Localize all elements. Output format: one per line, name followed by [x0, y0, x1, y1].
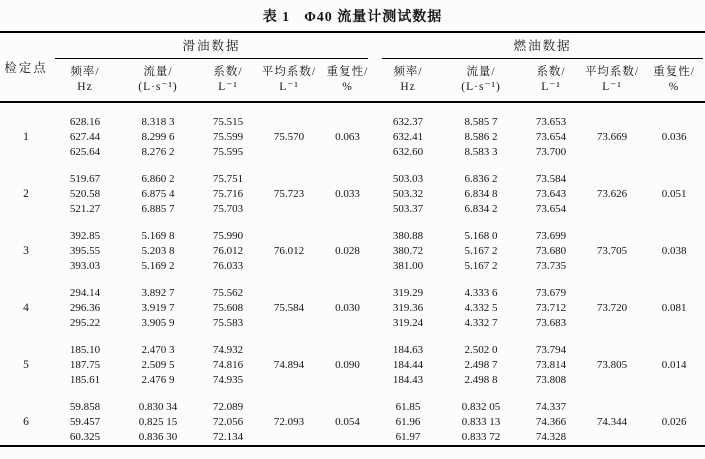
fuel-flow-value: 8.586 2 — [464, 131, 498, 143]
oil-repeatability-value: 0.033 — [335, 188, 360, 200]
oil-flow-value: 5.169 2 — [141, 260, 175, 272]
fuel-freq-value: 184.44 — [392, 359, 424, 371]
oil-freq-value: 60.325 — [69, 431, 101, 443]
fuel-freq-value: 319.29 — [392, 287, 424, 299]
oil-coef-value: 72.089 — [212, 401, 244, 413]
fuel-avg-coef-value: 73.669 — [596, 131, 628, 143]
oil-freq-value: 628.16 — [69, 116, 101, 128]
oil-coef-value: 75.583 — [212, 317, 244, 329]
fuel-coef-value: 73.643 — [535, 188, 567, 200]
fuel-freq-value: 381.00 — [392, 260, 424, 272]
fuel-freq-value: 503.32 — [392, 188, 424, 200]
col-header-fuel-repeatability: 重复性/ % — [653, 66, 695, 93]
oil-flow-value: 5.169 8 — [141, 230, 175, 242]
fuel-flow-value: 5.167 2 — [464, 260, 498, 272]
fuel-freq-value: 503.37 — [392, 203, 424, 215]
fuel-freq-value: 61.96 — [395, 416, 421, 428]
oil-flow-value: 8.299 6 — [141, 131, 175, 143]
oil-flow-value: 0.830 34 — [138, 401, 178, 413]
col-header-oil-coefficient: 系数/ L⁻¹ — [213, 66, 243, 93]
fuel-avg-coef-value: 74.344 — [596, 416, 628, 428]
fuel-coef-value: 73.584 — [535, 173, 567, 185]
oil-coef-value: 75.595 — [212, 146, 244, 158]
fuel-repeatability-value: 0.038 — [661, 245, 687, 257]
oil-freq-value: 625.64 — [69, 146, 101, 158]
fuel-freq-value: 184.43 — [392, 374, 424, 386]
fuel-flow-value: 2.498 7 — [464, 359, 498, 371]
oil-freq-value: 521.27 — [69, 203, 101, 215]
oil-freq-value: 395.55 — [69, 245, 101, 257]
oil-coef-value: 76.012 — [212, 245, 244, 257]
fuel-freq-value: 319.24 — [392, 317, 424, 329]
fuel-coef-value: 73.700 — [535, 146, 567, 158]
fuel-coef-value: 73.654 — [535, 203, 567, 215]
fuel-coef-value: 73.654 — [535, 131, 567, 143]
fuel-flow-value: 2.502 0 — [464, 344, 498, 356]
fuel-flow-value: 0.833 72 — [461, 431, 501, 443]
group-label: 滑油数据 — [182, 38, 241, 53]
data-row — [0, 160, 705, 187]
oil-freq-value: 295.22 — [69, 317, 101, 329]
oil-avg-coef-value: 72.093 — [273, 416, 305, 428]
oil-coef-value: 75.716 — [212, 188, 244, 200]
fuel-freq-value: 632.37 — [392, 116, 424, 128]
oil-flow-value: 2.476 9 — [141, 374, 175, 386]
oil-coef-value: 74.935 — [212, 374, 244, 386]
fuel-coef-value: 73.735 — [535, 260, 567, 272]
fuel-flow-value: 4.333 6 — [464, 287, 498, 299]
oil-avg-coef-value: 76.012 — [273, 245, 305, 257]
oil-coef-value: 74.816 — [212, 359, 244, 371]
oil-flow-value: 3.905 9 — [141, 317, 175, 329]
col-header-fuel-frequency: 频率/ Hz — [393, 66, 423, 93]
fuel-coef-value: 74.328 — [535, 431, 567, 443]
fuel-flow-value: 5.168 0 — [464, 230, 498, 242]
oil-repeatability-value: 0.030 — [335, 302, 360, 314]
row-header-checkpoint: 检定点 — [4, 61, 48, 75]
fuel-coef-value: 73.712 — [535, 302, 567, 314]
oil-repeatability-value: 0.063 — [335, 131, 360, 143]
fuel-repeatability-value: 0.081 — [661, 302, 687, 314]
oil-flow-value: 3.919 7 — [141, 302, 175, 314]
oil-flow-value: 8.276 2 — [141, 146, 175, 158]
col-header-fuel-avg-coefficient: 平均系数/ L⁻¹ — [584, 66, 640, 93]
fuel-avg-coef-value: 73.720 — [596, 302, 628, 314]
fuel-coef-value: 73.653 — [535, 116, 567, 128]
fuel-repeatability-value: 0.036 — [661, 131, 687, 143]
fuel-coef-value: 74.366 — [535, 416, 567, 428]
oil-repeatability-value: 0.090 — [335, 359, 360, 371]
fuel-freq-value: 503.03 — [392, 173, 424, 185]
data-row — [0, 274, 705, 301]
oil-flow-value: 0.836 30 — [138, 431, 178, 443]
oil-freq-value: 294.14 — [69, 287, 101, 299]
fuel-flow-value: 8.585 7 — [464, 116, 498, 128]
oil-flow-value: 6.860 2 — [141, 173, 175, 185]
oil-freq-value: 296.36 — [69, 302, 101, 314]
fuel-flow-value: 8.583 3 — [464, 146, 498, 158]
fuel-avg-coef-value: 73.705 — [596, 245, 628, 257]
col-header-fuel-flow: 流量/ (L·s⁻¹) — [461, 66, 501, 93]
fuel-repeatability-value: 0.026 — [661, 416, 687, 428]
fuel-avg-coef-value: 73.626 — [596, 188, 628, 200]
point-number: 6 — [23, 416, 29, 428]
point-number: 4 — [23, 302, 29, 314]
group-label: 燃油数据 — [513, 38, 572, 53]
oil-freq-value: 59.457 — [69, 416, 101, 428]
fuel-coef-value: 74.337 — [535, 401, 567, 413]
fuel-coef-value: 73.794 — [535, 344, 567, 356]
oil-coef-value: 75.703 — [212, 203, 244, 215]
point-number: 2 — [23, 188, 29, 200]
table-body — [0, 102, 705, 446]
oil-freq-value: 519.67 — [69, 173, 101, 185]
oil-coef-value: 75.515 — [212, 116, 244, 128]
data-row — [0, 102, 705, 130]
oil-coef-value: 75.599 — [212, 131, 244, 143]
group-header-lube-oil — [52, 32, 375, 59]
fuel-flow-value: 0.833 13 — [461, 416, 501, 428]
oil-freq-value: 185.61 — [69, 374, 101, 386]
oil-coef-value: 75.751 — [212, 173, 244, 185]
oil-freq-value: 393.03 — [69, 260, 101, 272]
fuel-freq-value: 632.41 — [392, 131, 424, 143]
oil-freq-value: 187.75 — [69, 359, 101, 371]
fuel-avg-coef-value: 73.805 — [596, 359, 628, 371]
fuel-freq-value: 319.36 — [392, 302, 424, 314]
oil-freq-value: 520.58 — [69, 188, 101, 200]
oil-flow-value: 0.825 15 — [138, 416, 178, 428]
fuel-freq-value: 632.60 — [392, 146, 424, 158]
data-row — [0, 331, 705, 358]
fuel-coef-value: 73.814 — [535, 359, 567, 371]
data-row — [0, 388, 705, 415]
oil-coef-value: 76.033 — [212, 260, 244, 272]
oil-freq-value: 185.10 — [69, 344, 101, 356]
oil-freq-value: 627.44 — [69, 131, 101, 143]
fuel-flow-value: 4.332 5 — [464, 302, 498, 314]
oil-avg-coef-value: 75.723 — [273, 188, 305, 200]
oil-flow-value: 6.875 4 — [141, 188, 175, 200]
data-row — [0, 217, 705, 244]
fuel-freq-value: 380.72 — [392, 245, 424, 257]
col-header-oil-frequency: 频率/ Hz — [70, 66, 100, 93]
fuel-flow-value: 6.834 8 — [464, 188, 498, 200]
fuel-coef-value: 73.683 — [535, 317, 567, 329]
fuel-flow-value: 4.332 7 — [464, 317, 498, 329]
fuel-coef-value: 73.679 — [535, 287, 567, 299]
point-number: 1 — [23, 131, 29, 143]
fuel-coef-value: 73.808 — [535, 374, 567, 386]
fuel-coef-value: 73.680 — [535, 245, 567, 257]
fuel-flow-value: 0.832 05 — [461, 401, 501, 413]
oil-coef-value: 74.932 — [212, 344, 244, 356]
table-number-label: 表 1 — [262, 10, 291, 25]
point-number: 3 — [23, 245, 29, 257]
oil-flow-value: 5.203 8 — [141, 245, 175, 257]
fuel-freq-value: 380.88 — [392, 230, 424, 242]
fuel-coef-value: 73.699 — [535, 230, 567, 242]
oil-avg-coef-value: 74.894 — [273, 359, 305, 371]
flow-meter-data-table — [0, 31, 705, 447]
fuel-freq-value: 61.85 — [395, 401, 421, 413]
oil-flow-value: 3.892 7 — [141, 287, 175, 299]
oil-avg-coef-value: 75.584 — [273, 302, 305, 314]
oil-coef-value: 72.056 — [212, 416, 244, 428]
fuel-freq-value: 184.63 — [392, 344, 424, 356]
fuel-repeatability-value: 0.014 — [661, 359, 687, 371]
oil-avg-coef-value: 75.570 — [273, 131, 305, 143]
fuel-flow-value: 6.836 2 — [464, 173, 498, 185]
fuel-flow-value: 6.834 2 — [464, 203, 498, 215]
oil-flow-value: 8.318 3 — [141, 116, 175, 128]
oil-flow-value: 2.509 5 — [141, 359, 175, 371]
col-header-oil-repeatability: 重复性/ % — [326, 66, 369, 93]
point-number: 5 — [23, 359, 29, 371]
oil-freq-value: 392.85 — [69, 230, 101, 242]
oil-repeatability-value: 0.028 — [335, 245, 360, 257]
col-header-oil-flow: 流量/ (L·s⁻¹) — [138, 66, 178, 93]
oil-freq-value: 59.858 — [69, 401, 101, 413]
oil-coef-value: 75.562 — [212, 287, 244, 299]
col-header-fuel-coefficient: 系数/ L⁻¹ — [536, 66, 566, 93]
fuel-repeatability-value: 0.051 — [661, 188, 687, 200]
fuel-flow-value: 5.167 2 — [464, 245, 498, 257]
oil-coef-value: 75.990 — [212, 230, 244, 242]
col-header-oil-avg-coefficient: 平均系数/ L⁻¹ — [261, 66, 317, 93]
oil-flow-value: 2.470 3 — [141, 344, 175, 356]
oil-coef-value: 75.608 — [212, 302, 244, 314]
group-header-fuel-oil — [375, 32, 705, 59]
oil-repeatability-value: 0.054 — [335, 416, 360, 428]
oil-coef-value: 72.134 — [212, 431, 244, 443]
oil-flow-value: 6.885 7 — [141, 203, 175, 215]
table-title-text: Φ40 流量计测试数据 — [304, 10, 443, 25]
table-title — [0, 0, 705, 31]
fuel-flow-value: 2.498 8 — [464, 374, 498, 386]
fuel-freq-value: 61.97 — [395, 431, 421, 443]
